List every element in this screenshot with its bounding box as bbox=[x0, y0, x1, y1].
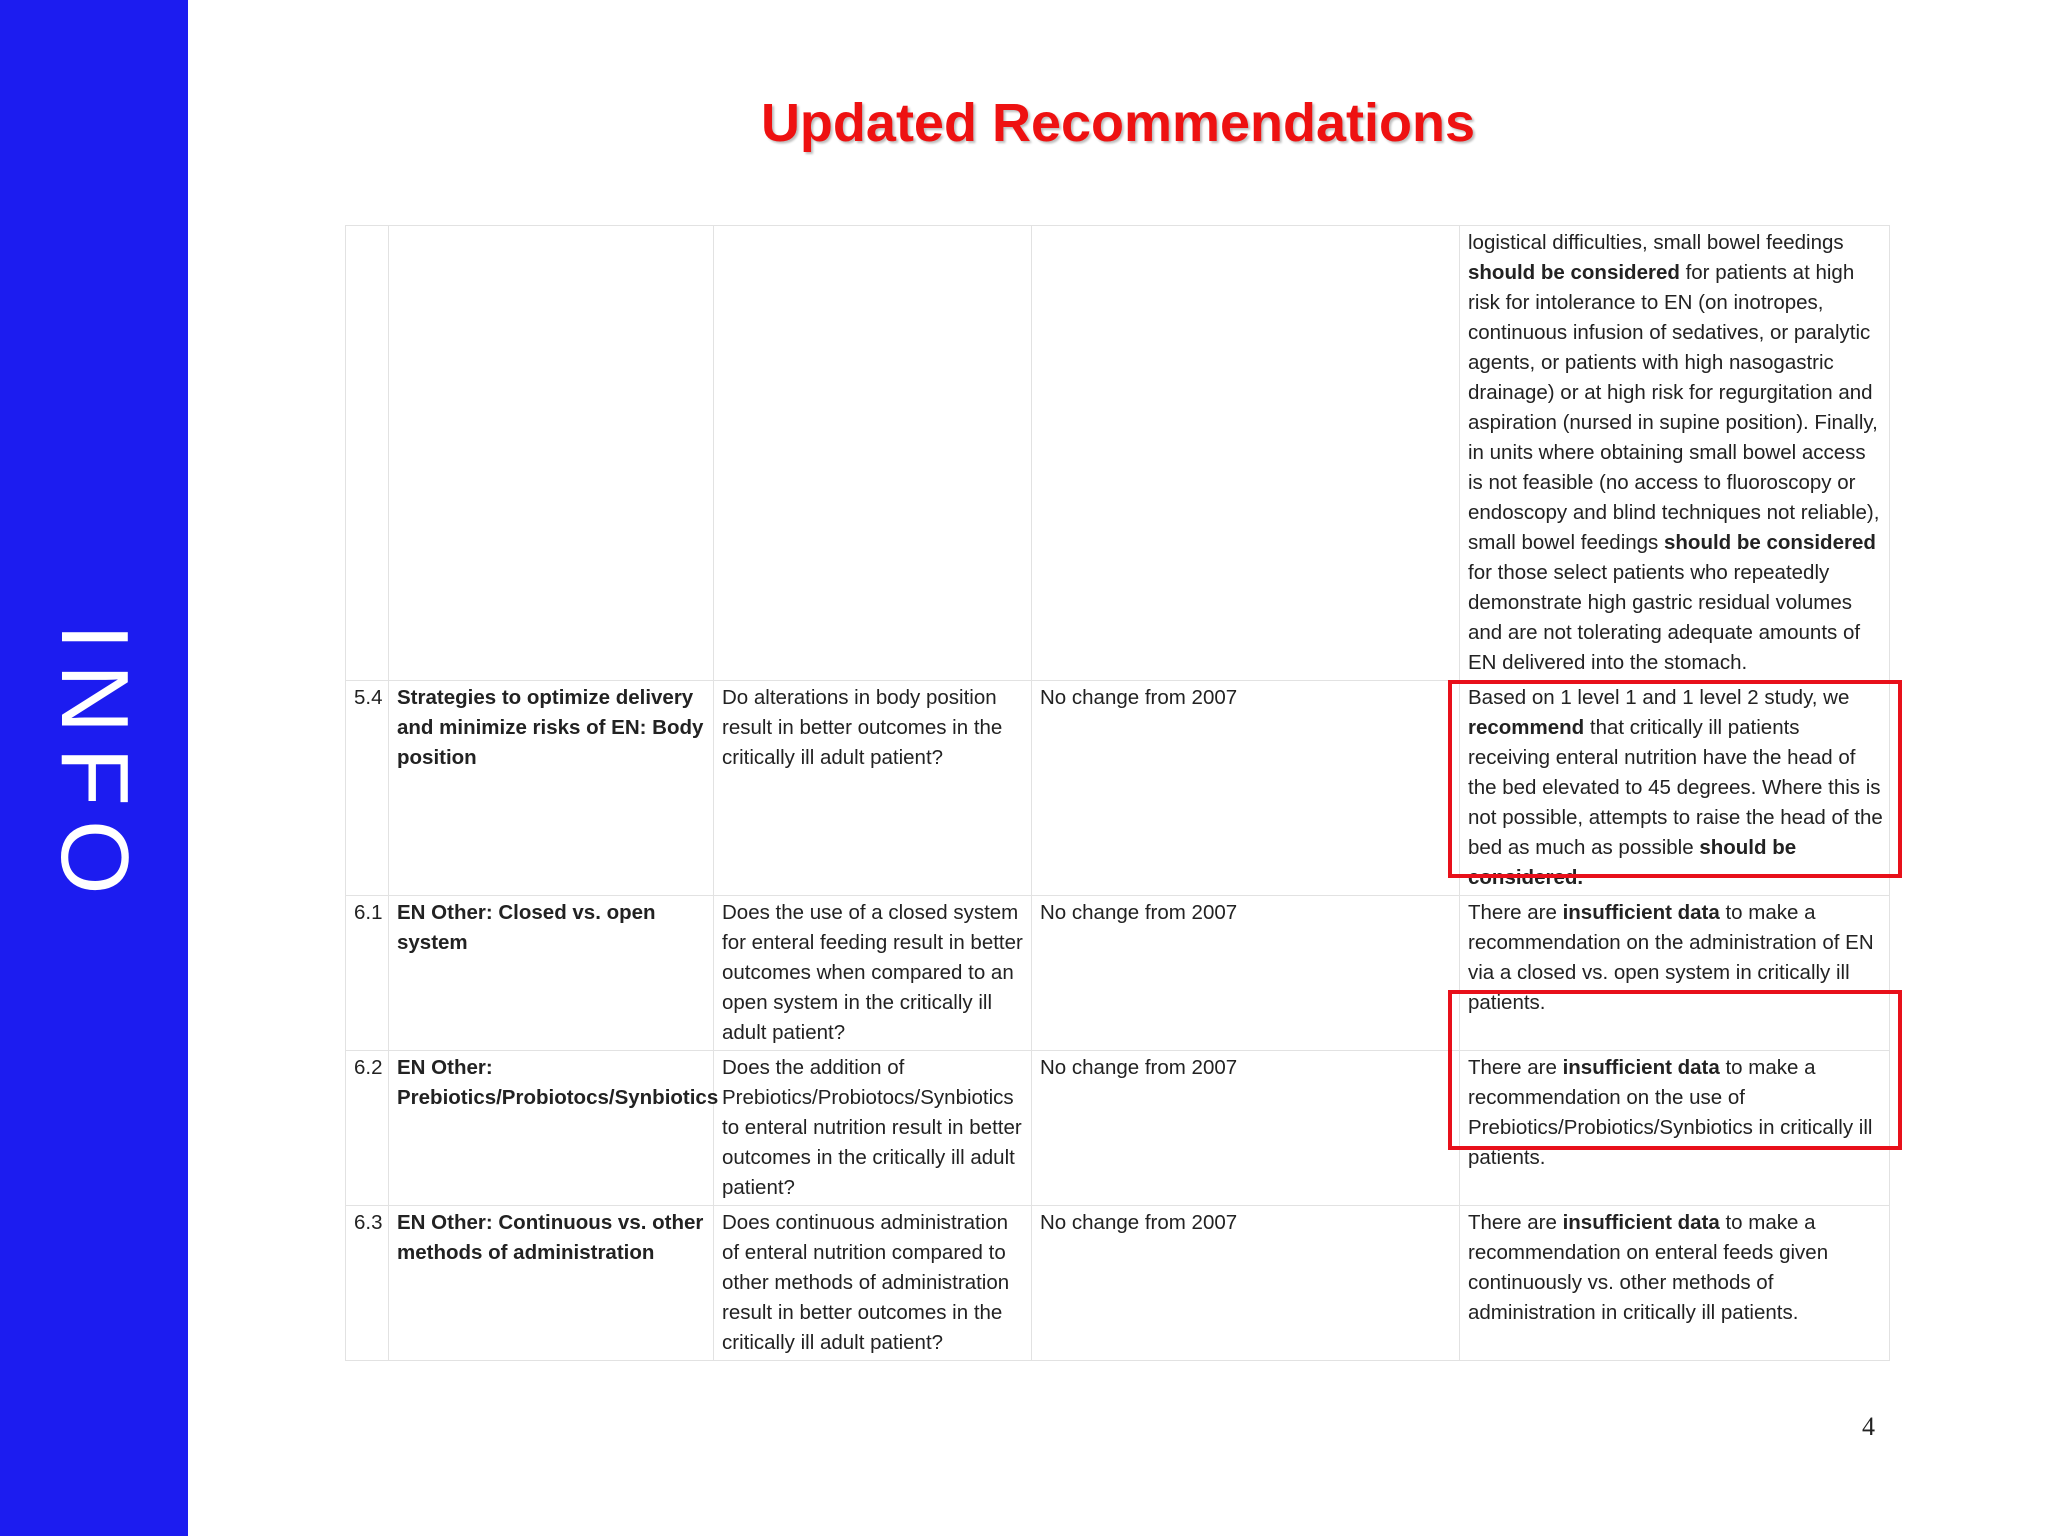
row-change: No change from 2007 bbox=[1032, 1051, 1460, 1206]
rec-emphasis: should be considered. bbox=[1468, 836, 1797, 889]
row-number: 6.3 bbox=[346, 1206, 389, 1361]
table-row bbox=[346, 1206, 1890, 1361]
row-number: 6.2 bbox=[346, 1051, 389, 1206]
highlight-box bbox=[1448, 990, 1902, 1150]
rec-emphasis: recommend bbox=[1468, 716, 1585, 739]
rec-text: to make a recommendation on enteral feeds given continuously vs. other methods of administration in critically ill patients. bbox=[1468, 1211, 1829, 1324]
highlight-box bbox=[1448, 680, 1902, 878]
rec-text: that critically ill patients receiving enteral nutrition have the head of the bed elevated to 45 degrees. Where this is not possible, attempts to raise the head of the bed as much as possible bbox=[1468, 716, 1883, 859]
rec-text: to make a recommendation on the use of Prebiotics/Probiotics/Synbiotics in critically ill patients. bbox=[1468, 1056, 1873, 1169]
rec-text: for those select patients who repeatedly demonstrate high gastric residual volumes and are not tolerating adequate amounts of EN delivered into the stomach. bbox=[1468, 561, 1861, 674]
row-question bbox=[714, 226, 1032, 681]
rec-emphasis: insufficient data bbox=[1562, 901, 1720, 924]
row-topic: EN Other: Closed vs. open system bbox=[389, 896, 714, 1051]
row-topic: EN Other: Prebiotics/Probiotocs/Synbiotics bbox=[389, 1051, 714, 1206]
row-recommendation bbox=[1460, 1206, 1890, 1361]
row-topic bbox=[389, 226, 714, 681]
rec-emphasis: insufficient data bbox=[1562, 1211, 1720, 1234]
row-recommendation bbox=[1460, 226, 1890, 681]
row-question: Does continuous administration of enteral nutrition compared to other methods of administration result in better outcomes in the critically ill adult patient? bbox=[714, 1206, 1032, 1361]
page-number: 4 bbox=[1862, 1412, 1875, 1441]
rec-text: There are bbox=[1468, 1056, 1563, 1079]
rec-text: for patients at high risk for intolerance to EN (on inotropes, continuous infusion of sedatives, or paralytic agents, or patients with high nasogastric drainage) or at high risk for regurgitation and aspiration (nursed in supine position). Finally, in units where obtaining small bowel access is not feasible (no access to fluoroscopy or endoscopy and blind techniques not reliable), small bowel feedings bbox=[1468, 261, 1880, 554]
rec-text: There are bbox=[1468, 1211, 1563, 1234]
sidebar bbox=[0, 0, 188, 1536]
rec-text: Based on 1 level 1 and 1 level 2 study, we bbox=[1468, 686, 1850, 709]
row-change: No change from 2007 bbox=[1032, 896, 1460, 1051]
rec-text: to make a recommendation on the administration of EN via a closed vs. open system in critically ill patients. bbox=[1468, 901, 1874, 1014]
row-question: Does the use of a closed system for enteral feeding result in better outcomes when compared to an open system in the critically ill adult patient? bbox=[714, 896, 1032, 1051]
row-number: 6.1 bbox=[346, 896, 389, 1051]
rec-text: logistical difficulties, small bowel feedings bbox=[1468, 231, 1844, 254]
rec-emphasis: should be considered bbox=[1468, 261, 1680, 284]
row-question: Does the addition of Prebiotics/Probiotocs/Synbiotics to enteral nutrition result in better outcomes in the critically ill adult patient? bbox=[714, 1051, 1032, 1206]
row-change: No change from 2007 bbox=[1032, 681, 1460, 896]
rec-text: There are bbox=[1468, 901, 1563, 924]
row-topic: EN Other: Continuous vs. other methods of administration bbox=[389, 1206, 714, 1361]
rec-emphasis: insufficient data bbox=[1562, 1056, 1720, 1079]
row-question: Do alterations in body position result in better outcomes in the critically ill adult patient? bbox=[714, 681, 1032, 896]
page-title: Updated Recommendations bbox=[760, 93, 1476, 153]
row-change: No change from 2007 bbox=[1032, 1206, 1460, 1361]
table-row bbox=[346, 226, 1890, 681]
row-topic: Strategies to optimize delivery and minimize risks of EN: Body position bbox=[389, 681, 714, 896]
sidebar-label: INFO bbox=[41, 623, 148, 909]
row-number bbox=[346, 226, 389, 681]
row-change bbox=[1032, 226, 1460, 681]
rec-emphasis: should be considered bbox=[1664, 531, 1876, 554]
row-number: 5.4 bbox=[346, 681, 389, 896]
